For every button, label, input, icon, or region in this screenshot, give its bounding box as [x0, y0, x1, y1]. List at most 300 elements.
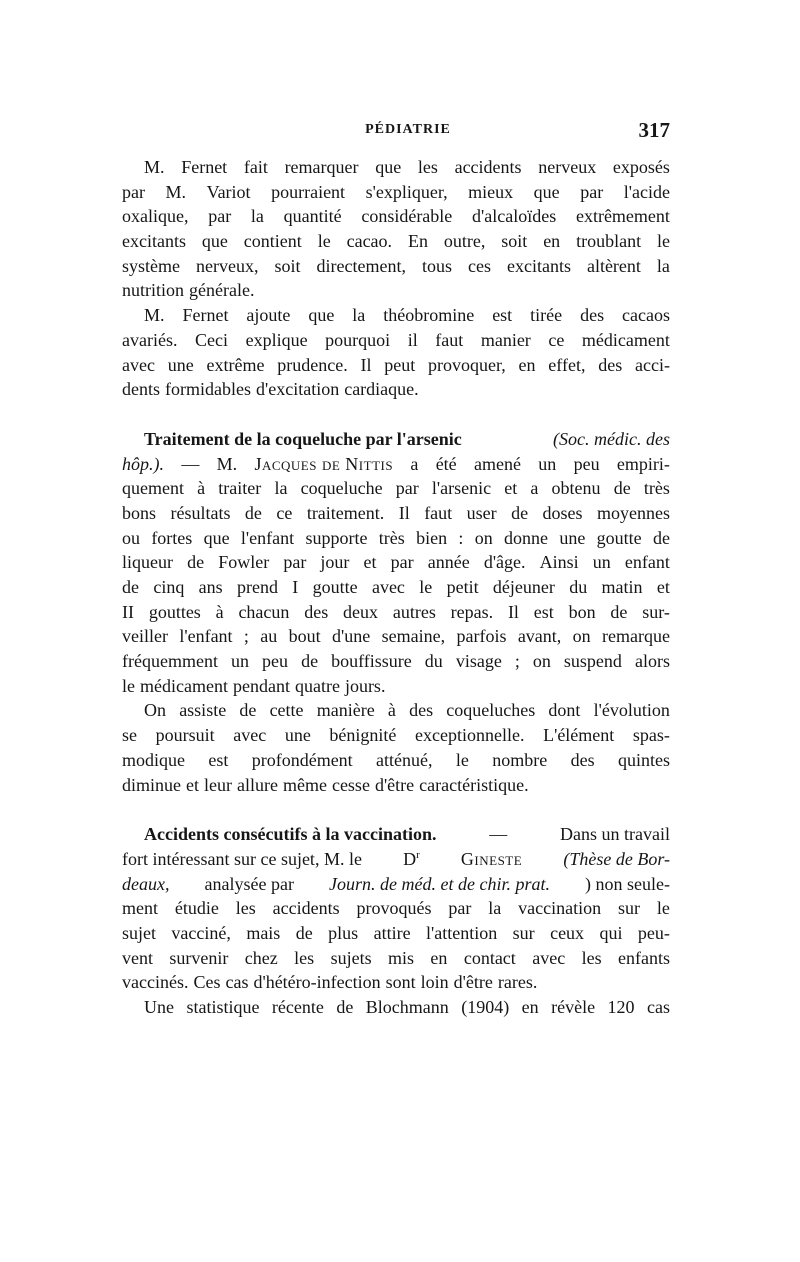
word: tirée — [530, 305, 563, 326]
word: assiste — [179, 700, 227, 721]
word: mis — [388, 947, 415, 968]
text-line — [122, 600, 670, 625]
word: M. — [144, 157, 165, 177]
word: donne — [504, 527, 549, 548]
word: à — [215, 601, 224, 622]
word: soit — [501, 231, 528, 252]
word: révèle — [551, 997, 596, 1017]
word: de — [187, 552, 205, 573]
word: On — [144, 700, 166, 721]
word: l'attention — [426, 922, 498, 943]
word: mais — [246, 922, 281, 943]
word: liqueur — [122, 552, 173, 573]
word: : — [458, 527, 464, 548]
word: moyennes — [596, 502, 670, 523]
word: d'être — [374, 774, 415, 795]
word: en — [430, 947, 448, 968]
word: outre, — [443, 231, 486, 252]
running-title: PÉDIATRIE — [365, 122, 451, 137]
word: exceptionnelle. — [415, 725, 525, 746]
word: faut — [424, 502, 453, 523]
word: avariés. — [122, 329, 178, 350]
word: une — [559, 527, 586, 548]
word: des — [580, 305, 605, 326]
word: cesse — [331, 774, 370, 795]
word: sont — [385, 972, 416, 993]
word: manière — [316, 700, 375, 721]
word: ce — [276, 502, 293, 523]
word: provoqués — [356, 898, 432, 919]
text-line — [122, 476, 670, 501]
author-name: Jacques de Nittis — [254, 453, 394, 474]
word: le — [419, 577, 433, 597]
mr-abbrev: M. — [216, 453, 238, 474]
text-line — [122, 501, 670, 526]
word: prend — [236, 577, 278, 597]
text-line — [122, 624, 670, 649]
word: amené — [473, 453, 521, 474]
text-line — [122, 847, 670, 872]
thesis-citation-cont: deaux, — [122, 873, 170, 894]
word: Il — [398, 502, 410, 523]
word: profondément — [251, 749, 353, 770]
word: au — [260, 626, 278, 647]
word: enfant — [624, 552, 670, 573]
word: peut — [384, 354, 416, 375]
word: de — [511, 502, 529, 523]
word: fortes — [151, 527, 193, 548]
text-line — [122, 674, 670, 699]
word: est — [208, 749, 229, 770]
text-line — [122, 946, 670, 971]
word: les — [235, 898, 256, 919]
word: et — [504, 478, 518, 499]
word: un — [538, 453, 557, 474]
word: remarque — [602, 626, 670, 647]
word: cas — [225, 972, 249, 993]
word: des — [304, 601, 329, 622]
word: cas — [647, 997, 670, 1017]
word: matin — [601, 577, 643, 597]
word: peu- — [637, 922, 670, 943]
word: que — [533, 181, 560, 202]
word: alors — [634, 651, 670, 672]
word: l'enfant — [179, 626, 233, 647]
text-line — [122, 303, 670, 328]
word: avec — [532, 947, 566, 968]
word: quantité — [283, 206, 342, 227]
dash: — — [181, 453, 200, 474]
word: ceux — [550, 922, 585, 943]
journal-citation: Journ. de méd. et de chir. prat. — [329, 873, 550, 894]
word: spas- — [632, 725, 670, 746]
word: nerveux, — [196, 255, 259, 276]
word: avec — [233, 725, 267, 746]
word: explique — [245, 329, 308, 350]
text-run: fort intéressant sur ce sujet, M. le — [122, 848, 362, 869]
word: ; — [243, 626, 249, 647]
word: résultats — [170, 502, 231, 523]
text-line — [122, 278, 670, 303]
text-line — [122, 872, 670, 897]
source-citation-cont: hôp.). — [122, 453, 164, 474]
word: Blochmann — [365, 997, 449, 1017]
word: de — [613, 478, 631, 499]
word: les — [417, 157, 438, 177]
section-heading-line — [122, 427, 670, 452]
word: Variot — [206, 181, 251, 202]
word: II — [122, 601, 134, 622]
section-heading: Traitement de la coqueluche par l'arsenic — [144, 428, 462, 449]
word: la — [352, 305, 366, 326]
word: déjeuner — [492, 577, 555, 597]
word: cinq — [153, 577, 185, 597]
word: ment — [122, 898, 158, 919]
word: et — [363, 552, 377, 573]
word: sur — [512, 922, 535, 943]
word: extrême — [206, 354, 265, 375]
word: sujet — [122, 922, 156, 943]
word: attire — [373, 922, 411, 943]
word: autres — [392, 601, 436, 622]
word: une — [284, 725, 311, 746]
word: les — [294, 947, 315, 968]
word: de — [239, 700, 257, 721]
word: nerveux — [538, 157, 597, 177]
word: en — [543, 231, 561, 252]
word: l'arsenic — [431, 478, 492, 499]
word: à — [387, 700, 396, 721]
word: vaccination — [518, 898, 602, 919]
word: supporte — [305, 527, 368, 548]
word: I — [292, 577, 299, 597]
word: sujets — [330, 947, 372, 968]
word: chez — [244, 947, 278, 968]
word: médicament — [581, 329, 670, 350]
word: atténué, — [376, 749, 433, 770]
word: la — [488, 898, 502, 919]
word: ajoute — [246, 305, 291, 326]
author-name: Gineste — [460, 848, 523, 869]
word: contact — [463, 947, 516, 968]
word: semaine, — [381, 626, 446, 647]
word: excitants — [506, 255, 571, 276]
word: traiter — [218, 478, 262, 499]
word: user — [466, 502, 497, 523]
word: accidents — [454, 157, 522, 177]
word: ans — [198, 577, 223, 597]
word: Une — [144, 997, 174, 1017]
word: de — [295, 922, 313, 943]
word: traitement. — [306, 502, 385, 523]
word: bouffissure — [331, 651, 412, 672]
text-line — [122, 353, 670, 378]
word: de — [244, 502, 262, 523]
word: mieux — [468, 181, 514, 202]
text-run: Dans un travail — [560, 824, 670, 845]
word: un — [592, 552, 611, 573]
word: coqueluche — [300, 478, 383, 499]
word: considérable — [361, 206, 453, 227]
word: exposés — [612, 157, 670, 177]
word: est — [533, 601, 554, 622]
word: très — [643, 478, 670, 499]
word: Il — [507, 601, 519, 622]
word: étudie — [174, 898, 219, 919]
word: de — [336, 997, 354, 1017]
word: du — [424, 651, 443, 672]
word: par — [395, 478, 419, 499]
word: d'hétéro-infection — [253, 972, 381, 993]
word: pendant — [232, 675, 290, 696]
word: été — [435, 453, 457, 474]
word: on — [532, 651, 551, 672]
word: allure — [236, 774, 278, 795]
word: 120 — [607, 997, 635, 1017]
word: coqueluches — [446, 700, 536, 721]
word: quintes — [617, 749, 670, 770]
word: la — [656, 255, 670, 276]
word: et — [186, 774, 199, 795]
word: fait — [243, 157, 268, 177]
text-line — [122, 698, 670, 723]
text-line — [122, 896, 670, 921]
word: quatre — [294, 675, 340, 696]
word: ces — [467, 255, 491, 276]
word: la — [250, 206, 264, 227]
word: excitants — [122, 231, 186, 252]
word: avant, — [517, 626, 562, 647]
word: plus — [328, 922, 359, 943]
word: (1904) — [461, 997, 510, 1017]
text-line — [122, 254, 670, 279]
text-line — [122, 649, 670, 674]
word: de — [122, 577, 139, 597]
word: cacao. — [346, 231, 393, 252]
word: accidents — [272, 898, 340, 919]
word: du — [569, 577, 588, 597]
word: vent — [122, 947, 153, 968]
word: cacaos — [622, 305, 670, 326]
paragraph-1 — [122, 155, 670, 303]
word: de — [610, 601, 628, 622]
word: de — [301, 651, 319, 672]
word: dents — [122, 379, 160, 400]
word: diminue — [122, 774, 181, 795]
word: faut — [435, 329, 464, 350]
word: avec — [371, 577, 405, 597]
section-heading: Accidents consécutifs à la vaccination. — [144, 824, 437, 845]
word: d'être — [453, 972, 493, 993]
word: cette — [269, 700, 304, 721]
word: des — [570, 749, 595, 770]
word: loin — [420, 972, 449, 993]
word: on — [572, 626, 591, 647]
word: parfois — [456, 626, 507, 647]
word: s'expliquer, — [365, 181, 448, 202]
word: survenir — [169, 947, 229, 968]
text-line — [122, 550, 670, 575]
word: rares. — [497, 972, 538, 993]
text-line — [122, 204, 670, 229]
word: Ceci — [195, 329, 229, 350]
word: chacun — [238, 601, 290, 622]
word: que — [201, 231, 228, 252]
word: acci- — [634, 354, 670, 375]
word: leur — [204, 774, 232, 795]
text-line — [122, 229, 670, 254]
word: l'acide — [623, 181, 670, 202]
word: troublant — [576, 231, 642, 252]
word: Ainsi — [539, 552, 579, 573]
word: En — [407, 231, 428, 252]
word: le — [455, 749, 469, 770]
section-heading-line — [122, 822, 670, 847]
word: pourraient — [271, 181, 346, 202]
word: Fowler — [218, 552, 270, 573]
word: par — [448, 898, 472, 919]
word: tous — [421, 255, 452, 276]
word: contient — [243, 231, 302, 252]
word: enfants — [618, 947, 670, 968]
word: dont — [548, 700, 581, 721]
word: peu — [573, 453, 600, 474]
word: obtenu — [551, 478, 601, 499]
word: des — [598, 354, 623, 375]
word: avec — [122, 354, 155, 375]
word: bons — [122, 502, 157, 523]
word: système — [122, 255, 180, 276]
text-line — [122, 180, 670, 205]
word: même — [282, 774, 327, 795]
thesis-citation: (Thèse de Bor- — [563, 848, 670, 869]
word: repas. — [450, 601, 494, 622]
word: Ces — [193, 972, 221, 993]
word: le — [657, 231, 670, 252]
word: année — [427, 552, 470, 573]
word: M. — [144, 305, 165, 326]
word: directement, — [316, 255, 406, 276]
word: il — [407, 329, 418, 350]
word: modique — [122, 749, 185, 770]
word: on — [474, 527, 493, 548]
text-run: analysée par — [204, 873, 294, 894]
word: Fernet — [182, 305, 229, 326]
doctor-abbrev: $D^r$ — [403, 848, 420, 869]
word: le — [656, 898, 670, 919]
word: statistique — [186, 997, 260, 1017]
section-coqueluche — [122, 427, 670, 699]
text-line — [122, 921, 670, 946]
word: que — [203, 527, 230, 548]
text-line — [122, 773, 670, 798]
word: veiller — [122, 626, 168, 647]
word: la — [274, 478, 288, 499]
word: d'excitation — [255, 379, 340, 400]
word: extrêmement — [575, 206, 670, 227]
section-gap — [122, 402, 670, 427]
word: pourquoi — [325, 329, 391, 350]
word: nombre — [492, 749, 548, 770]
word: petit — [446, 577, 479, 597]
paragraph-2 — [122, 303, 670, 402]
word: ce — [548, 329, 565, 350]
word: quement — [122, 478, 184, 499]
word: par — [283, 552, 307, 573]
source-citation: (Soc. médic. des — [553, 428, 670, 449]
word: a — [530, 478, 539, 499]
word: sur- — [642, 601, 670, 622]
text-line — [122, 526, 670, 551]
word: visage — [455, 651, 502, 672]
dash: — — [489, 824, 508, 845]
text-line — [122, 575, 670, 600]
text-line — [122, 748, 670, 773]
word: par — [208, 206, 232, 227]
page-number: 317 — [638, 118, 670, 142]
word: qui — [599, 922, 623, 943]
word: une — [167, 354, 194, 375]
word: empiri- — [616, 453, 670, 474]
word: doses — [542, 502, 583, 523]
paragraph-6 — [122, 995, 670, 1020]
word: jour — [320, 552, 350, 573]
word: vacciné, — [171, 922, 231, 943]
word: d'alcaloïdes — [472, 206, 557, 227]
word: est — [492, 305, 513, 326]
word: remarquer — [284, 157, 359, 177]
word: provoquer, — [428, 354, 506, 375]
word: formidables — [165, 379, 251, 400]
word: d'âge. — [483, 552, 526, 573]
word: théobromine — [383, 305, 475, 326]
word: ; — [514, 651, 520, 672]
word: suspend — [563, 651, 622, 672]
text-line — [122, 377, 670, 402]
word: gouttes — [148, 601, 201, 622]
word: le — [317, 231, 331, 252]
word: le — [122, 675, 135, 696]
text-line — [122, 970, 670, 995]
word: nutrition — [122, 280, 184, 301]
word: et — [656, 577, 670, 597]
word: générale. — [189, 280, 255, 301]
word: altèrent — [586, 255, 641, 276]
word: bien — [416, 527, 448, 548]
word: poursuit — [155, 725, 215, 746]
word: Fernet — [181, 157, 228, 177]
word: très — [378, 527, 405, 548]
text-run: ) non seule- — [585, 873, 670, 894]
word: caractéristique. — [419, 774, 529, 795]
word: sur — [618, 898, 641, 919]
word: jours. — [344, 675, 386, 696]
word: manier — [480, 329, 531, 350]
body-text — [122, 155, 670, 1020]
text-line — [122, 452, 670, 477]
word: L'élément — [543, 725, 615, 746]
word: oxalique, — [122, 206, 189, 227]
word: des — [409, 700, 434, 721]
section-gap — [122, 797, 670, 822]
word: à — [197, 478, 206, 499]
word: les — [581, 947, 602, 968]
word: que — [308, 305, 335, 326]
word: récente — [271, 997, 324, 1017]
word: médicament — [140, 675, 228, 696]
word: goutte — [596, 527, 642, 548]
word: par — [390, 552, 414, 573]
